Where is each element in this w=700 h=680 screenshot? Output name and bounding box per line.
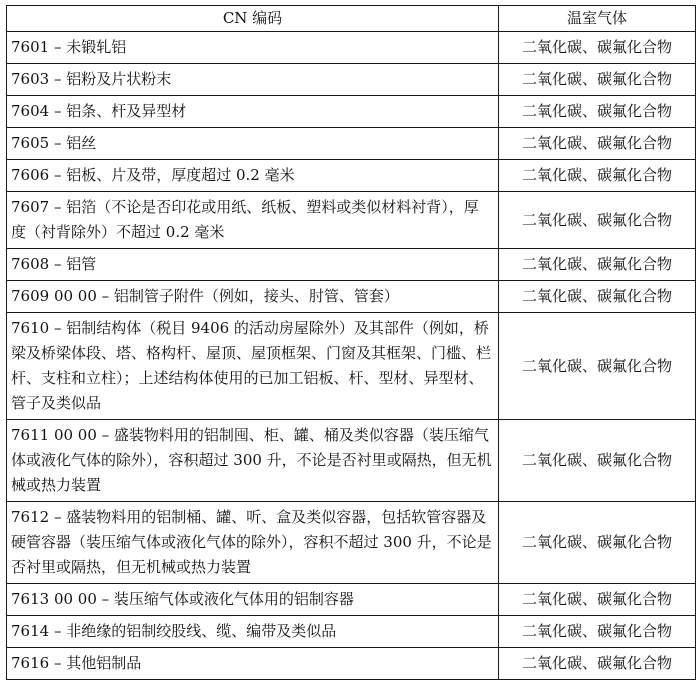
cn-code-cell: 7612 – 盛装物料用的铝制桶、罐、听、盒及类似容器，包括软管容器及硬管容器（装压缩气体或液化气体的除外），容积不超过 300 升，不论是否衬里或隔热，但无机械或热力装置 — [7, 502, 499, 584]
table-row — [7, 160, 696, 192]
table-row — [7, 584, 696, 616]
table-row — [7, 648, 696, 680]
table-row — [7, 192, 696, 249]
table-row — [7, 281, 696, 313]
gas-cell: 二氧化碳、碳氟化合物 — [499, 160, 696, 192]
cn-code-cell: 7601 – 未锻轧铝 — [7, 32, 499, 64]
table-header-row — [7, 6, 696, 32]
table-row — [7, 96, 696, 128]
gas-cell: 二氧化碳、碳氟化合物 — [499, 64, 696, 96]
table-row — [7, 502, 696, 584]
cn-code-cell: 7610 – 铝制结构体（税目 9406 的活动房屋除外）及其部件（例如，桥梁及桥梁体段、塔、格构杆、屋顶、屋顶框架、门窗及其框架、门槛、栏杆、支柱和立柱）；上述结构体使用的已加工铝板、杆、型材、异型材、管子及类似品 — [7, 313, 499, 420]
gas-cell: 二氧化碳、碳氟化合物 — [499, 281, 696, 313]
header-greenhouse-gas: 温室气体 — [499, 6, 696, 32]
cn-code-cell: 7604 – 铝条、杆及异型材 — [7, 96, 499, 128]
gas-cell: 二氧化碳、碳氟化合物 — [499, 584, 696, 616]
gas-cell: 二氧化碳、碳氟化合物 — [499, 502, 696, 584]
gas-cell: 二氧化碳、碳氟化合物 — [499, 192, 696, 249]
cn-code-cell: 7614 – 非绝缘的铝制绞股线、缆、编带及类似品 — [7, 616, 499, 648]
cn-code-table — [6, 5, 696, 680]
gas-cell: 二氧化碳、碳氟化合物 — [499, 313, 696, 420]
table-row — [7, 64, 696, 96]
gas-cell: 二氧化碳、碳氟化合物 — [499, 32, 696, 64]
cn-code-cell: 7616 – 其他铝制品 — [7, 648, 499, 680]
header-cn-code: CN 编码 — [7, 6, 499, 32]
gas-cell: 二氧化碳、碳氟化合物 — [499, 96, 696, 128]
gas-cell: 二氧化碳、碳氟化合物 — [499, 648, 696, 680]
cn-code-cell: 7613 00 00 – 装压缩气体或液化气体用的铝制容器 — [7, 584, 499, 616]
table-row — [7, 420, 696, 502]
gas-cell: 二氧化碳、碳氟化合物 — [499, 420, 696, 502]
table-row — [7, 313, 696, 420]
cn-code-cell: 7611 00 00 – 盛装物料用的铝制囤、柜、罐、桶及类似容器（装压缩气体或液化气体的除外），容积超过 300 升，不论是否衬里或隔热，但无机械或热力装置 — [7, 420, 499, 502]
cn-code-cell: 7606 – 铝板、片及带，厚度超过 0.2 毫米 — [7, 160, 499, 192]
table-row — [7, 128, 696, 160]
gas-cell: 二氧化碳、碳氟化合物 — [499, 128, 696, 160]
cn-code-cell: 7603 – 铝粉及片状粉末 — [7, 64, 499, 96]
gas-cell: 二氧化碳、碳氟化合物 — [499, 249, 696, 281]
gas-cell: 二氧化碳、碳氟化合物 — [499, 616, 696, 648]
table-row — [7, 32, 696, 64]
table-row — [7, 249, 696, 281]
cn-code-cell: 7608 – 铝管 — [7, 249, 499, 281]
cn-code-cell: 7609 00 00 – 铝制管子附件（例如，接头、肘管、管套） — [7, 281, 499, 313]
cn-code-cell: 7607 – 铝箔（不论是否印花或用纸、纸板、塑料或类似材料衬背），厚度（衬背除外）不超过 0.2 毫米 — [7, 192, 499, 249]
cn-code-cell: 7605 – 铝丝 — [7, 128, 499, 160]
